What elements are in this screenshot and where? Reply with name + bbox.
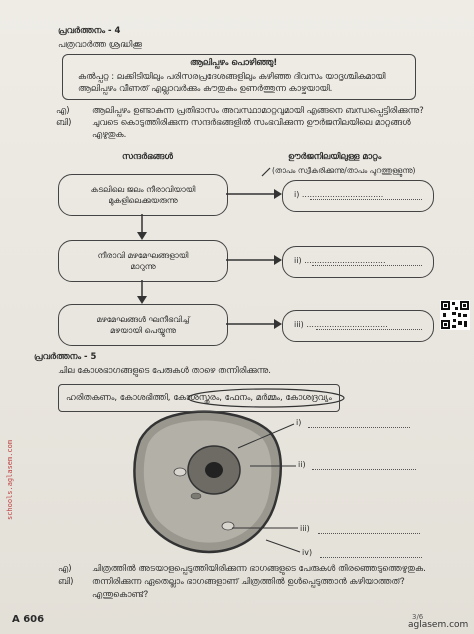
- cell-line-1: [308, 427, 410, 428]
- q5-b-text-1: തന്നിരിക്കുന്ന ഏതെല്ലാം ഭാഗങ്ങളാണ് ചിത്രത്തിൽ ഉൾപ്പെടുത്താൻ കഴിയാത്തത്?: [92, 577, 405, 587]
- activity-5-heading: പ്രവർത്തനം - 5: [34, 352, 97, 362]
- news-line-2: ആലിപ്പഴം വീണത് എല്ലാവർക്കും കൗതുകം ഉണർത്തുന്ന കാഴ്ചയായി.: [78, 84, 333, 94]
- cell-label-3: iii): [300, 524, 310, 533]
- pen-mark: [262, 168, 270, 176]
- cell-label-1: i): [296, 418, 302, 427]
- q5-a-text: ചിത്രത്തിൽ അടയാളപ്പെടുത്തിയിരിക്കുന്ന ഭാഗങ്ങളുടെ പേരുകൾ തിരഞ്ഞെടുത്തെഴുതുക.: [92, 564, 426, 574]
- vacuole-1: [174, 468, 186, 476]
- cell-label-2: ii): [298, 460, 306, 469]
- arrow-right-head-3: [274, 319, 282, 329]
- q-b-label: ബി): [56, 118, 72, 128]
- flow-step-1-text: കടലിലെ ജലം നീരാവിയായി മുകളിലെക്കുയരുന്നു: [90, 185, 196, 205]
- cell-diagram: [134, 412, 280, 552]
- q5-b-label: ബി): [58, 577, 74, 587]
- cell-line-3: [318, 533, 420, 534]
- cell-line-4: [320, 557, 422, 558]
- q-b-text-1: ചുവടെ കൊടുത്തിരിക്കുന്ന സന്ദർഭങ്ങളിൽ സംഭവിക്കുന്ന ഊർജനിലയിലെ മാറ്റങ്ങൾ: [92, 118, 411, 128]
- energy-hint: (താപം സ്വീകരിക്കുന്നു/താപം പുറത്തുള്ളുന്നു): [272, 166, 416, 175]
- q5-a-label: എ): [58, 564, 72, 574]
- page-number: 3/6: [412, 613, 424, 621]
- organelle: [191, 493, 201, 499]
- answer-label-3: iii) ................................: [294, 320, 388, 329]
- side-watermark: schools.aglasem.com: [6, 439, 14, 520]
- news-line-1: കൽപ്പറ്റ : ലക്കിടിയിലും പരിസരപ്രദേശങ്ങളിലും കഴിഞ്ഞ ദിവസം യാദൃശ്ചികമായി: [78, 72, 386, 82]
- q-a-text: ആലിപ്പഴം ഉണ്ടാകുന്ന പ്രതിഭാസം അവസ്ഥാമാറ്റവുമായി എങ്ങനെ ബന്ധപ്പെട്ടിരിക്കുന്നു?: [92, 106, 424, 116]
- activity-4-heading: പ്രവർത്തനം - 4: [58, 26, 121, 36]
- q-b-text-2: എഴുതുക.: [92, 130, 127, 140]
- activity-4-instruction: പത്രവാർത്ത ശ്രദ്ധിക്കൂ: [58, 40, 142, 50]
- arrow-head-1: [137, 232, 147, 240]
- arrow-right-head-1: [274, 189, 282, 199]
- flow-step-2-text: നീരാവി മഴമേഘങ്ങളായി മാറുന്നു: [97, 251, 189, 271]
- arrow-right-head-2: [274, 255, 282, 265]
- activity-5-instruction: ചില കോശഭാഗങ്ങളുടെ പേരുകൾ താഴെ തന്നിരിക്കുന്നു.: [58, 366, 271, 376]
- q-a-label: എ): [56, 106, 70, 116]
- cell-label-4: iv): [302, 548, 313, 557]
- qr-code-icon: [440, 300, 470, 330]
- arrow-head-2: [137, 296, 147, 304]
- answer-label-1: i) ................................: [294, 190, 384, 199]
- site-logo: aglasem.com: [408, 620, 469, 630]
- leader-line-4: [266, 540, 300, 552]
- col-header-situations: സന്ദർഭങ്ങൾ: [122, 152, 173, 162]
- answer-label-2: ii) ................................: [294, 256, 386, 265]
- q5-b-text-2: എന്തുകൊണ്ട്?: [92, 590, 149, 600]
- news-title: ആലിപ്പഴം പൊഴിഞ്ഞു!: [190, 58, 278, 68]
- page-code: A 606: [12, 614, 45, 625]
- nucleolus: [205, 462, 223, 478]
- vacuole-2: [222, 522, 234, 530]
- flow-step-3-text: മഴമേഘങ്ങൾ ഘനീഭവിച്ച് മഴയായി പെയ്യുന്നു: [96, 315, 190, 335]
- parts-list: ഹരിതകണം, കോശഭിത്തി, കോശസ്തരം, ഫേനം, മർമ്മം, കോശദ്രവ്യം: [66, 393, 332, 403]
- cell-line-2: [312, 469, 416, 470]
- col-header-energy: ഊർജനിലയിലുള്ള മാറ്റം: [288, 152, 382, 162]
